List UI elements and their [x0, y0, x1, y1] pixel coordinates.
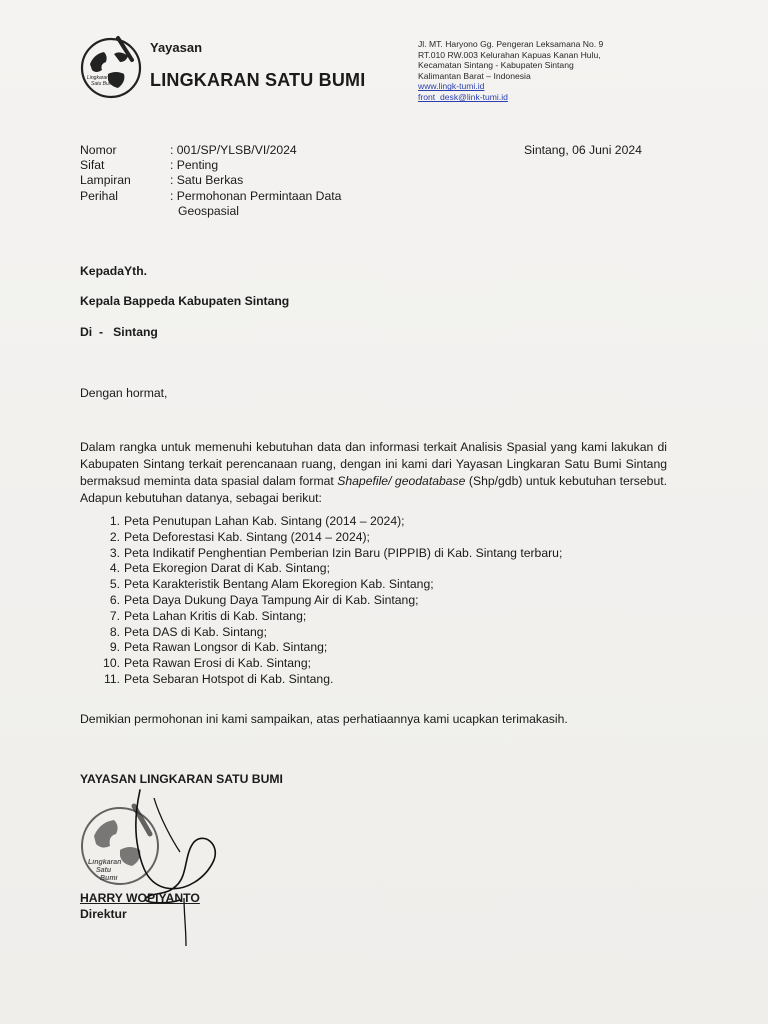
list-item: 2. Peta Deforestasi Kab. Sintang (2014 – 2024);: [109, 529, 370, 544]
list-item-text: Peta Rawan Erosi di Kab. Sintang;: [124, 656, 311, 671]
letter-date: Sintang, 06 Juni 2024: [524, 143, 642, 157]
address-line: Jl. MT. Haryono Gg. Pengeran Leksamana No. 9: [418, 39, 604, 49]
list-item-text: Peta Ekoregion Darat di Kab. Sintang;: [124, 561, 330, 576]
body-text: (Shp/gdb) untuk kebutuhan tersebut. Adapun kebutuhan datanya, sebagai berikut:: [80, 474, 667, 505]
list-item: 3. Peta Indikatif Penghentian Pemberian Izin Baru (PIPPIB) di Kab. Sintang terbaru;: [109, 545, 563, 560]
list-item: 1. Peta Penutupan Lahan Kab. Sintang (2014 – 2024);: [109, 514, 405, 528]
list-item: 5. Peta Karakteristik Bentang Alam Ekoregion Kab. Sintang;: [109, 577, 434, 592]
signatory-name: HARRY WOPIYANTO: [80, 891, 200, 905]
svg-text:Lingkaran: Lingkaran: [88, 859, 122, 866]
org-name-main: LINGKARAN SATU BUMI: [150, 70, 366, 90]
list-item-text: Peta Daya Dukung Daya Tampung Air di Kab. Sintang;: [124, 592, 419, 607]
meta-value: : Permohonan Permintaan Data: [170, 188, 342, 203]
meta-value: : Satu Berkas: [170, 173, 244, 188]
addressee-salutation: KepadaYth.: [80, 264, 148, 278]
list-item-text: Peta DAS di Kab. Sintang;: [124, 624, 267, 639]
meta-value: : Penting: [170, 158, 219, 173]
svg-text:Lingkaran: Lingkaran: [87, 75, 109, 81]
addressee-name: Kepala Bappeda Kabupaten Sintang: [80, 294, 290, 308]
greeting: Dengan hormat,: [80, 386, 168, 400]
meta-row: [80, 189, 388, 204]
closing-sentence: Demikian permohonan ini kami sampaikan, atas perhatiaannya kami ucapkan terimakasih.: [80, 712, 568, 726]
body-paragraph: [80, 439, 667, 507]
list-item-text: Peta Deforestasi Kab. Sintang (2014 – 2024);: [124, 529, 370, 544]
list-item: 4. Peta Ekoregion Darat di Kab. Sintang;: [109, 561, 330, 576]
meta-value-continuation: Geospasial: [178, 203, 239, 218]
meta-key: Sifat: [80, 158, 105, 173]
data-request-list: [80, 514, 562, 688]
list-item-text: Peta Lahan Kritis di Kab. Sintang;: [124, 608, 307, 623]
list-item-text: Peta Penutupan Lahan Kab. Sintang (2014 – 2024);: [124, 514, 405, 528]
body-text: Dalam rangka untuk memenuhi kebutuhan data dan informasi terkait Analisis Spasial yang kami lakukan di Kabupaten Sintang terkait perencanaan ruang, dengan ini kami dari Yayasan Lingkaran Satu Bumi Sintang bermaksud meminta data spasial dalam format: [80, 440, 667, 488]
list-item-text: Peta Rawan Longsor di Kab. Sintang;: [124, 640, 328, 655]
org-address: [418, 39, 678, 103]
email-link[interactable]: front_desk@link-tumi.id: [418, 91, 508, 102]
body-text-italic: Shapefile/ geodatabase: [337, 474, 466, 488]
meta-value: : 001/SP/YLSB/VI/2024: [170, 143, 297, 157]
org-name-small: Yayasan: [150, 40, 203, 55]
address-line: RT.010 RW.003 Kelurahan Kapuas Kanan Hulu,: [418, 49, 601, 60]
svg-text:Satu: Satu: [96, 867, 112, 874]
list-item: 11. Peta Sebaran Hotspot di Kab. Sintang.: [103, 671, 334, 686]
list-item: 8. Peta DAS di Kab. Sintang;: [109, 624, 267, 639]
list-item: 6. Peta Daya Dukung Daya Tampung Air di Kab. Sintang;: [109, 592, 419, 607]
list-item: 10. Peta Rawan Erosi di Kab. Sintang;: [103, 656, 311, 671]
list-item-text: Peta Sebaran Hotspot di Kab. Sintang.: [124, 671, 334, 686]
address-line: Kalimantan Barat – Indonesia: [418, 70, 531, 81]
org-logo: [78, 34, 144, 100]
list-item: 7. Peta Lahan Kritis di Kab. Sintang;: [109, 608, 307, 623]
meta-key: Nomor: [80, 143, 117, 157]
meta-key: Lampiran: [80, 173, 131, 188]
list-item-text: Peta Karakteristik Bentang Alam Ekoregion Kab. Sintang;: [124, 577, 434, 592]
meta-row: [80, 204, 388, 219]
website-link[interactable]: www.lingk-tumi.id: [418, 81, 485, 92]
letter-meta: [80, 143, 388, 219]
meta-row: [80, 143, 388, 158]
signature-org: YAYASAN LINGKARAN SATU BUMI: [80, 772, 283, 786]
svg-text:Satu Bumi: Satu Bumi: [91, 81, 115, 87]
meta-key: Perihal: [80, 188, 118, 203]
meta-row: [80, 158, 388, 173]
list-item: 9. Peta Rawan Longsor di Kab. Sintang;: [109, 640, 328, 655]
addressee-location: Di - Sintang: [80, 325, 158, 339]
list-item-text: Peta Indikatif Penghentian Pemberian Izin Baru (PIPPIB) di Kab. Sintang terbaru;: [124, 545, 563, 560]
stamp-and-signature: [76, 788, 226, 948]
address-line: Kecamatan Sintang - Kabupaten Sintang: [418, 60, 574, 71]
svg-text:Bumi: Bumi: [100, 875, 118, 882]
signatory-title: Direktur: [80, 907, 127, 921]
meta-row: [80, 173, 388, 188]
